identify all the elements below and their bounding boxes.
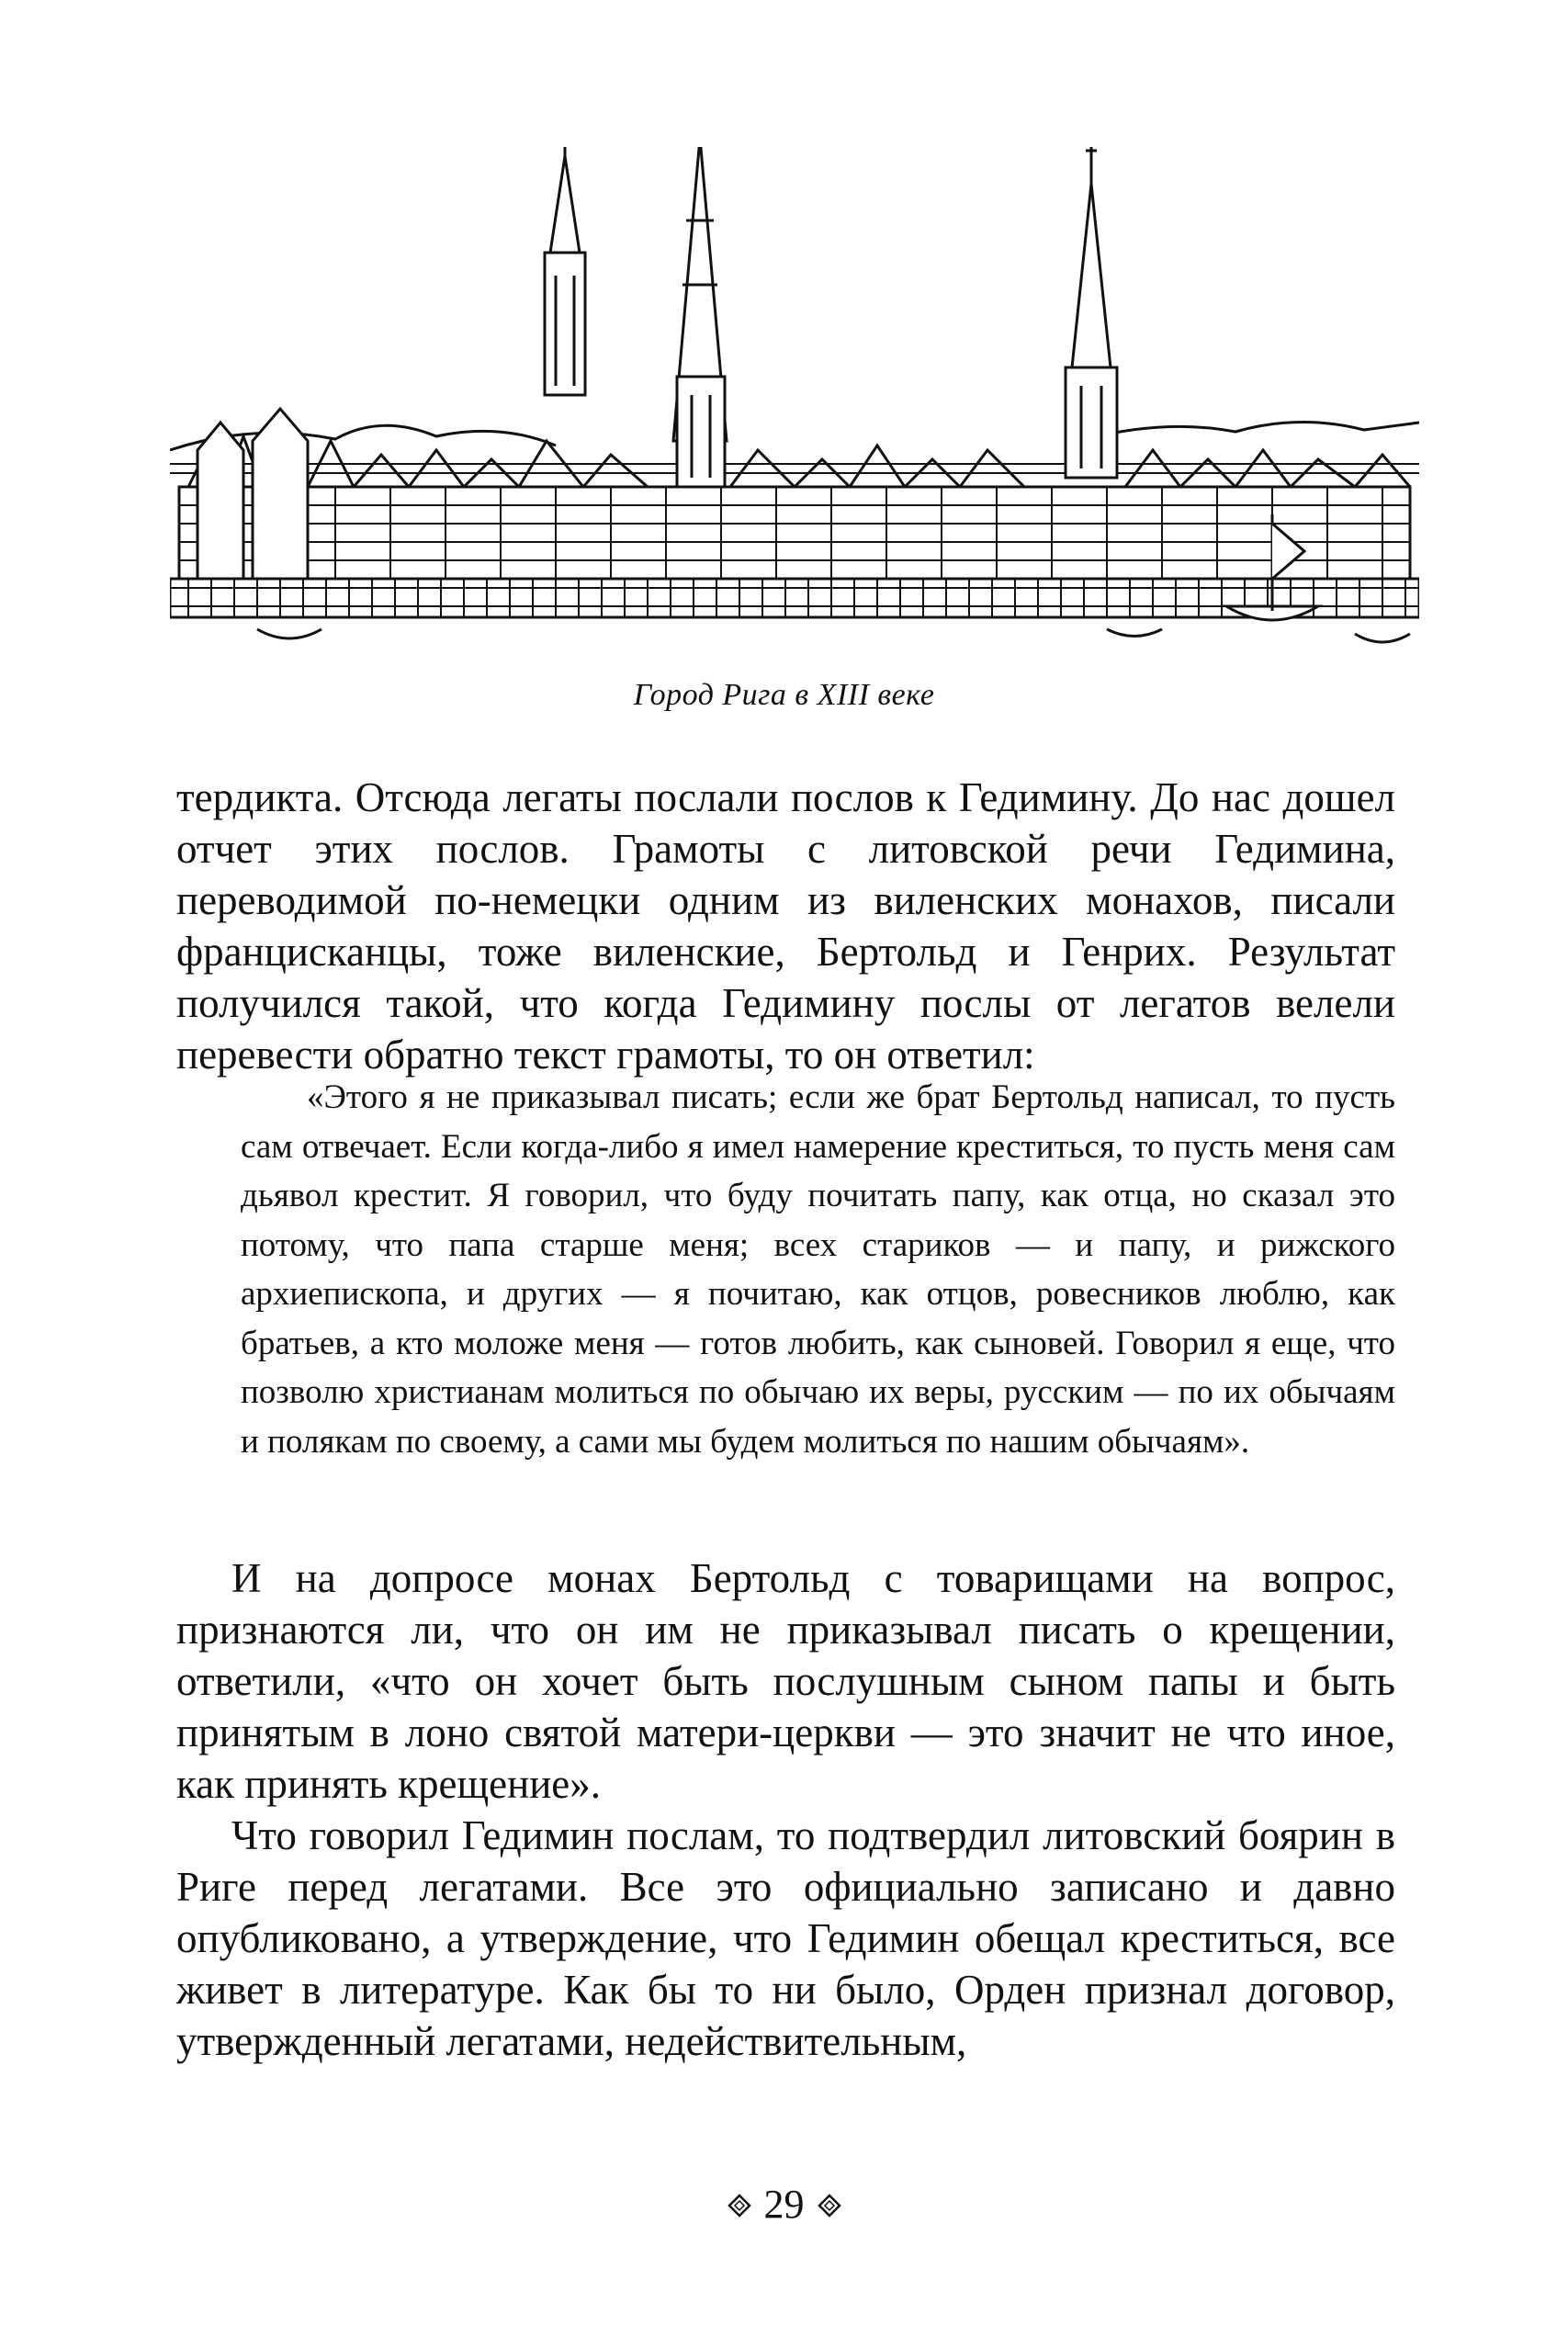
paragraph-text: И на допросе монах Бертольд с товарищами на вопрос, признаются ли, что он им не приказывал писать о крещении, ответили, «что он хочет быть послушным сыном папы и быть принятым в лоно святой матери-церкви — это значит не что иное, как принять крещение». xyxy=(176,1555,1395,1807)
paragraph-opening xyxy=(176,772,1395,1080)
diamond-ornament-icon xyxy=(728,2181,751,2228)
paragraph-group xyxy=(176,1552,1395,2067)
page-number: 29 xyxy=(763,2182,805,2228)
city-engraving-icon xyxy=(170,147,1419,661)
block-quote: «Этого я не приказывал писать; если же брат Бертольд написал, то пусть сам отвечает. Если когда-либо я имел намерение креститься, то пусть меня сам дьявол крестит. Я говорил, что буду почитать папу, как отца, но сказал это потому, что папа старше меня; всех стариков — и папу, и рижского архиепископа, и других — я почитаю, как отцов, ровесников люблю, как братьев, а кто моложе меня — готов любить, как сыновей. Говорил я еще, что позволю христианам молиться по обычаю их веры, русским — по их обычаям и полякам по своему, а сами мы будем молиться по нашим обычаям». xyxy=(241,1078,1395,1461)
diamond-ornament-icon xyxy=(818,2181,841,2228)
illustration-caption: Город Рига в XIII веке xyxy=(633,678,935,712)
paragraph-text: тердикта. Отсюда легаты послали послов к Гедимину. До нас дошел отчет этих послов. Грамоты с литовской речи Гедимина, переводимой по-немецки одним из виленских монахов, писали францисканцы, тоже виленские, Бертольд и Генрих. Результат получился такой, что когда Гедимину послы от легатов велели перевести обратно текст грамоты, то он ответил: xyxy=(176,774,1395,1078)
paragraph-text: Что говорил Гедимин послам, то подтвердил литовский боярин в Риге перед легатами. Все это официально записано и давно опубликовано, а утверждение, что Гедимин обещал креститься, все живет в литературе. Как бы то ни было, Орден признал договор, утвержденный легатами, недействительным, xyxy=(176,1812,1395,2064)
page-footer xyxy=(0,2177,1568,2228)
